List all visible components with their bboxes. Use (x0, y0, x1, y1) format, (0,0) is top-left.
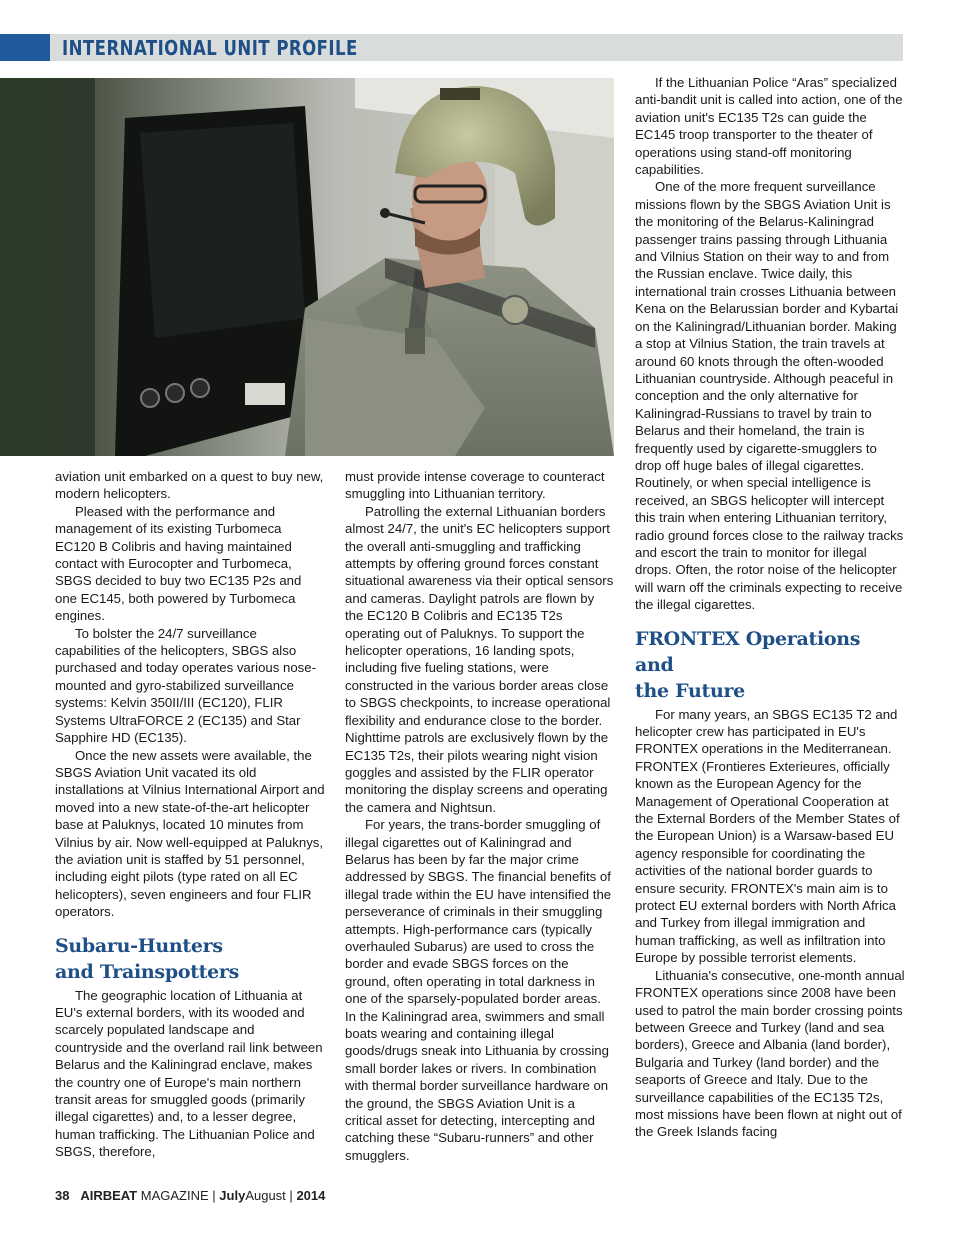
footer-month: July (219, 1188, 246, 1203)
heading-line: and Trainspotters (55, 960, 240, 983)
heading-line: FRONTEX Operations and (635, 627, 861, 676)
paragraph: To bolster the 24/7 surveillance capabilities of the helicopters, SBGS also purchased and today operates various nose-mounted and gyro-stabilized surveillance systems: Kelvin 350II/III (EC120), FLIR Systems UltraFORCE 2 (EC135) and Star Sapphire HD (EC135). (55, 625, 316, 746)
section-heading-subaru (55, 933, 325, 985)
paragraph: For many years, an SBGS EC135 T2 and helicopter crew has participated in EU's FRONTEX operations in the Mediterranean. FRONTEX (Frontieres Exterieures, officially known as the European Agency for the Management of Operational Cooperation at the External Borders of the Member States of the European Union) is a Warsaw-based EU agency responsible for coordinating the activities of the national border guards to ensure security. FRONTEX's main aim is to protect EU external borders with North Africa and Turkey from illegal immigration and human trafficking, as well as infiltration into Europe by possible terrorist elements. (635, 706, 900, 966)
heading-line: Subaru-Hunters (55, 934, 223, 957)
pilot-photo (55, 78, 614, 456)
section-title: INTERNATIONAL UNIT PROFILE (62, 36, 358, 60)
header-accent (0, 34, 50, 61)
page-number: 38 (55, 1188, 70, 1203)
column-3 (635, 74, 905, 1141)
section-heading-frontex (635, 626, 905, 704)
paragraph: One of the more frequent surveillance missions flown by the SBGS Aviation Unit is the monitoring of the Belarus-Kaliningrad passenger trains passing through Lithuania and Vilnius Station on their way to and from the Russian enclave. Twice daily, this international train crosses Lithuania between Kena on the Belarussian border and Kybartai on the Kaliningrad/Lithuanian border. Making a stop at Vilnius Station, the train travels at around 60 knots through the often-wooded Lithuanian countryside. Although peaceful in conception and the only alternative for Kaliningrad-Russians to travel by train to Belarus and their homeland, the train is frequently used by cigarette-smugglers to drop off huge bales of illegal cigarettes. Routinely, or when special intelligence is received, an SBGS helicopter will intercept this train when entering Lithuanian territory, radio ground forces close to the railway tracks and escort the train to monitor for illegal drops. Often, the rotor noise of the helicopter will warn off the criminals expecting to receive the illegal cigarettes. (635, 179, 904, 613)
column-1 (55, 468, 325, 1161)
footer-separator: | (212, 1188, 216, 1203)
heading-line: the Future (635, 679, 745, 702)
paragraph: must provide intense coverage to counteract smuggling into Lithuanian territory. (345, 469, 605, 502)
paragraph: Pleased with the performance and management of its existing Turbomeca EC120 B Colibris and having maintained contact with Eurocopter and Turbomeca, SBGS decided to buy two EC135 P2s and one EC145, both powered by Turbomeca engines. (55, 503, 302, 624)
footer-separator: | (289, 1188, 293, 1203)
page-footer (55, 1188, 325, 1203)
photo-side-strip (0, 78, 55, 456)
paragraph: Lithuania's consecutive, one-month annual FRONTEX operations since 2008 have been used to patrol the main border crossing points between Greece and Turkey (land and sea borders), Greece and Albania (land border), Bulgaria and Turkey (land border) and the seaports of Greece and Italy. Due to the surveillance capabilities of the EC135 T2s, most missions have been flown at night out of the Greek Islands facing (635, 967, 905, 1140)
paragraph: If the Lithuanian Police “Aras” specialized anti-bandit unit is called into action, one of the aviation unit's EC135 T2s can guide the EC145 troop transporter to the theater of operations using stand-off monitoring capabilities. (635, 75, 903, 178)
paragraph: Patrolling the external Lithuanian borders almost 24/7, the unit's EC helicopters support the overall anti-smuggling and trafficking attempts by offering ground forces constant situational awareness via their optical sensors and cameras. Daylight patrols are flown by the EC120 B Colibris and EC135 T2s operating out of Paluknys. To support the helicopter operations, 16 landing spots, including five fueling stations, were constructed in the various border areas close to SBGS checkpoints, to increase operational flexibility and endurance close to the border. Nighttime patrols are exclusively flown by the EC135 T2s, their pilots wearing night vision goggles and assisted by the FLIR operator monitoring the display screens and operating the camera and Nightsun. (345, 503, 614, 815)
column-2 (345, 468, 615, 1164)
paragraph: aviation unit embarked on a quest to buy new, modern helicopters. (55, 469, 324, 502)
footer-month: August (245, 1188, 286, 1203)
paragraph: For years, the trans-border smuggling of illegal cigarettes out of Kaliningrad and Belarus has been by far the major crime addressed by SBGS. The financial benefits of illegal trade within the EU have intensified the perseverance of criminals in their smuggling attempts. High-performance cars (typically overhauled Subarus) are used to cross the border and evade SBGS forces on the ground, often operating in total darkness in one of the sparsely-populated border areas. In the Kaliningrad area, swimmers and small boats wearing and containing illegal goods/drugs sneak into Lithuania by crossing small border lakes or rivers. In combination with thermal border surveillance hardware on the ground, the SBGS Aviation Unit is a critical asset for detecting, intercepting and catching these “Subaru-runners” and other smugglers. (345, 817, 612, 1163)
photo-illustration (55, 78, 614, 456)
footer-magazine: MAGAZINE (140, 1188, 209, 1203)
footer-brand: AIRBEAT (80, 1188, 138, 1203)
paragraph: The geographic location of Lithuania at EU's external borders, with its wooded and scarcely populated landscape and countryside and the overland rail link between Belarus and the Kaliningrad enclave, makes the country one of Europe's main northern transit areas for smuggled goods (primarily illegal cigarettes) and, to a lesser degree, human trafficking. The Lithuanian Police and SBGS, therefore, (55, 987, 323, 1160)
footer-year: 2014 (296, 1188, 326, 1203)
paragraph: Once the new assets were available, the SBGS Aviation Unit vacated its old installations at Vilnius International Airport and moved into a new state-of-the-art helicopter base at Paluknys, located 10 minutes from Vilnius by air. Now well-equipped at Paluknys, the aviation unit is staffed by 51 personnel, including eight pilots (type rated on all EC helicopters), seven engineers and four FLIR operators. (55, 747, 325, 920)
